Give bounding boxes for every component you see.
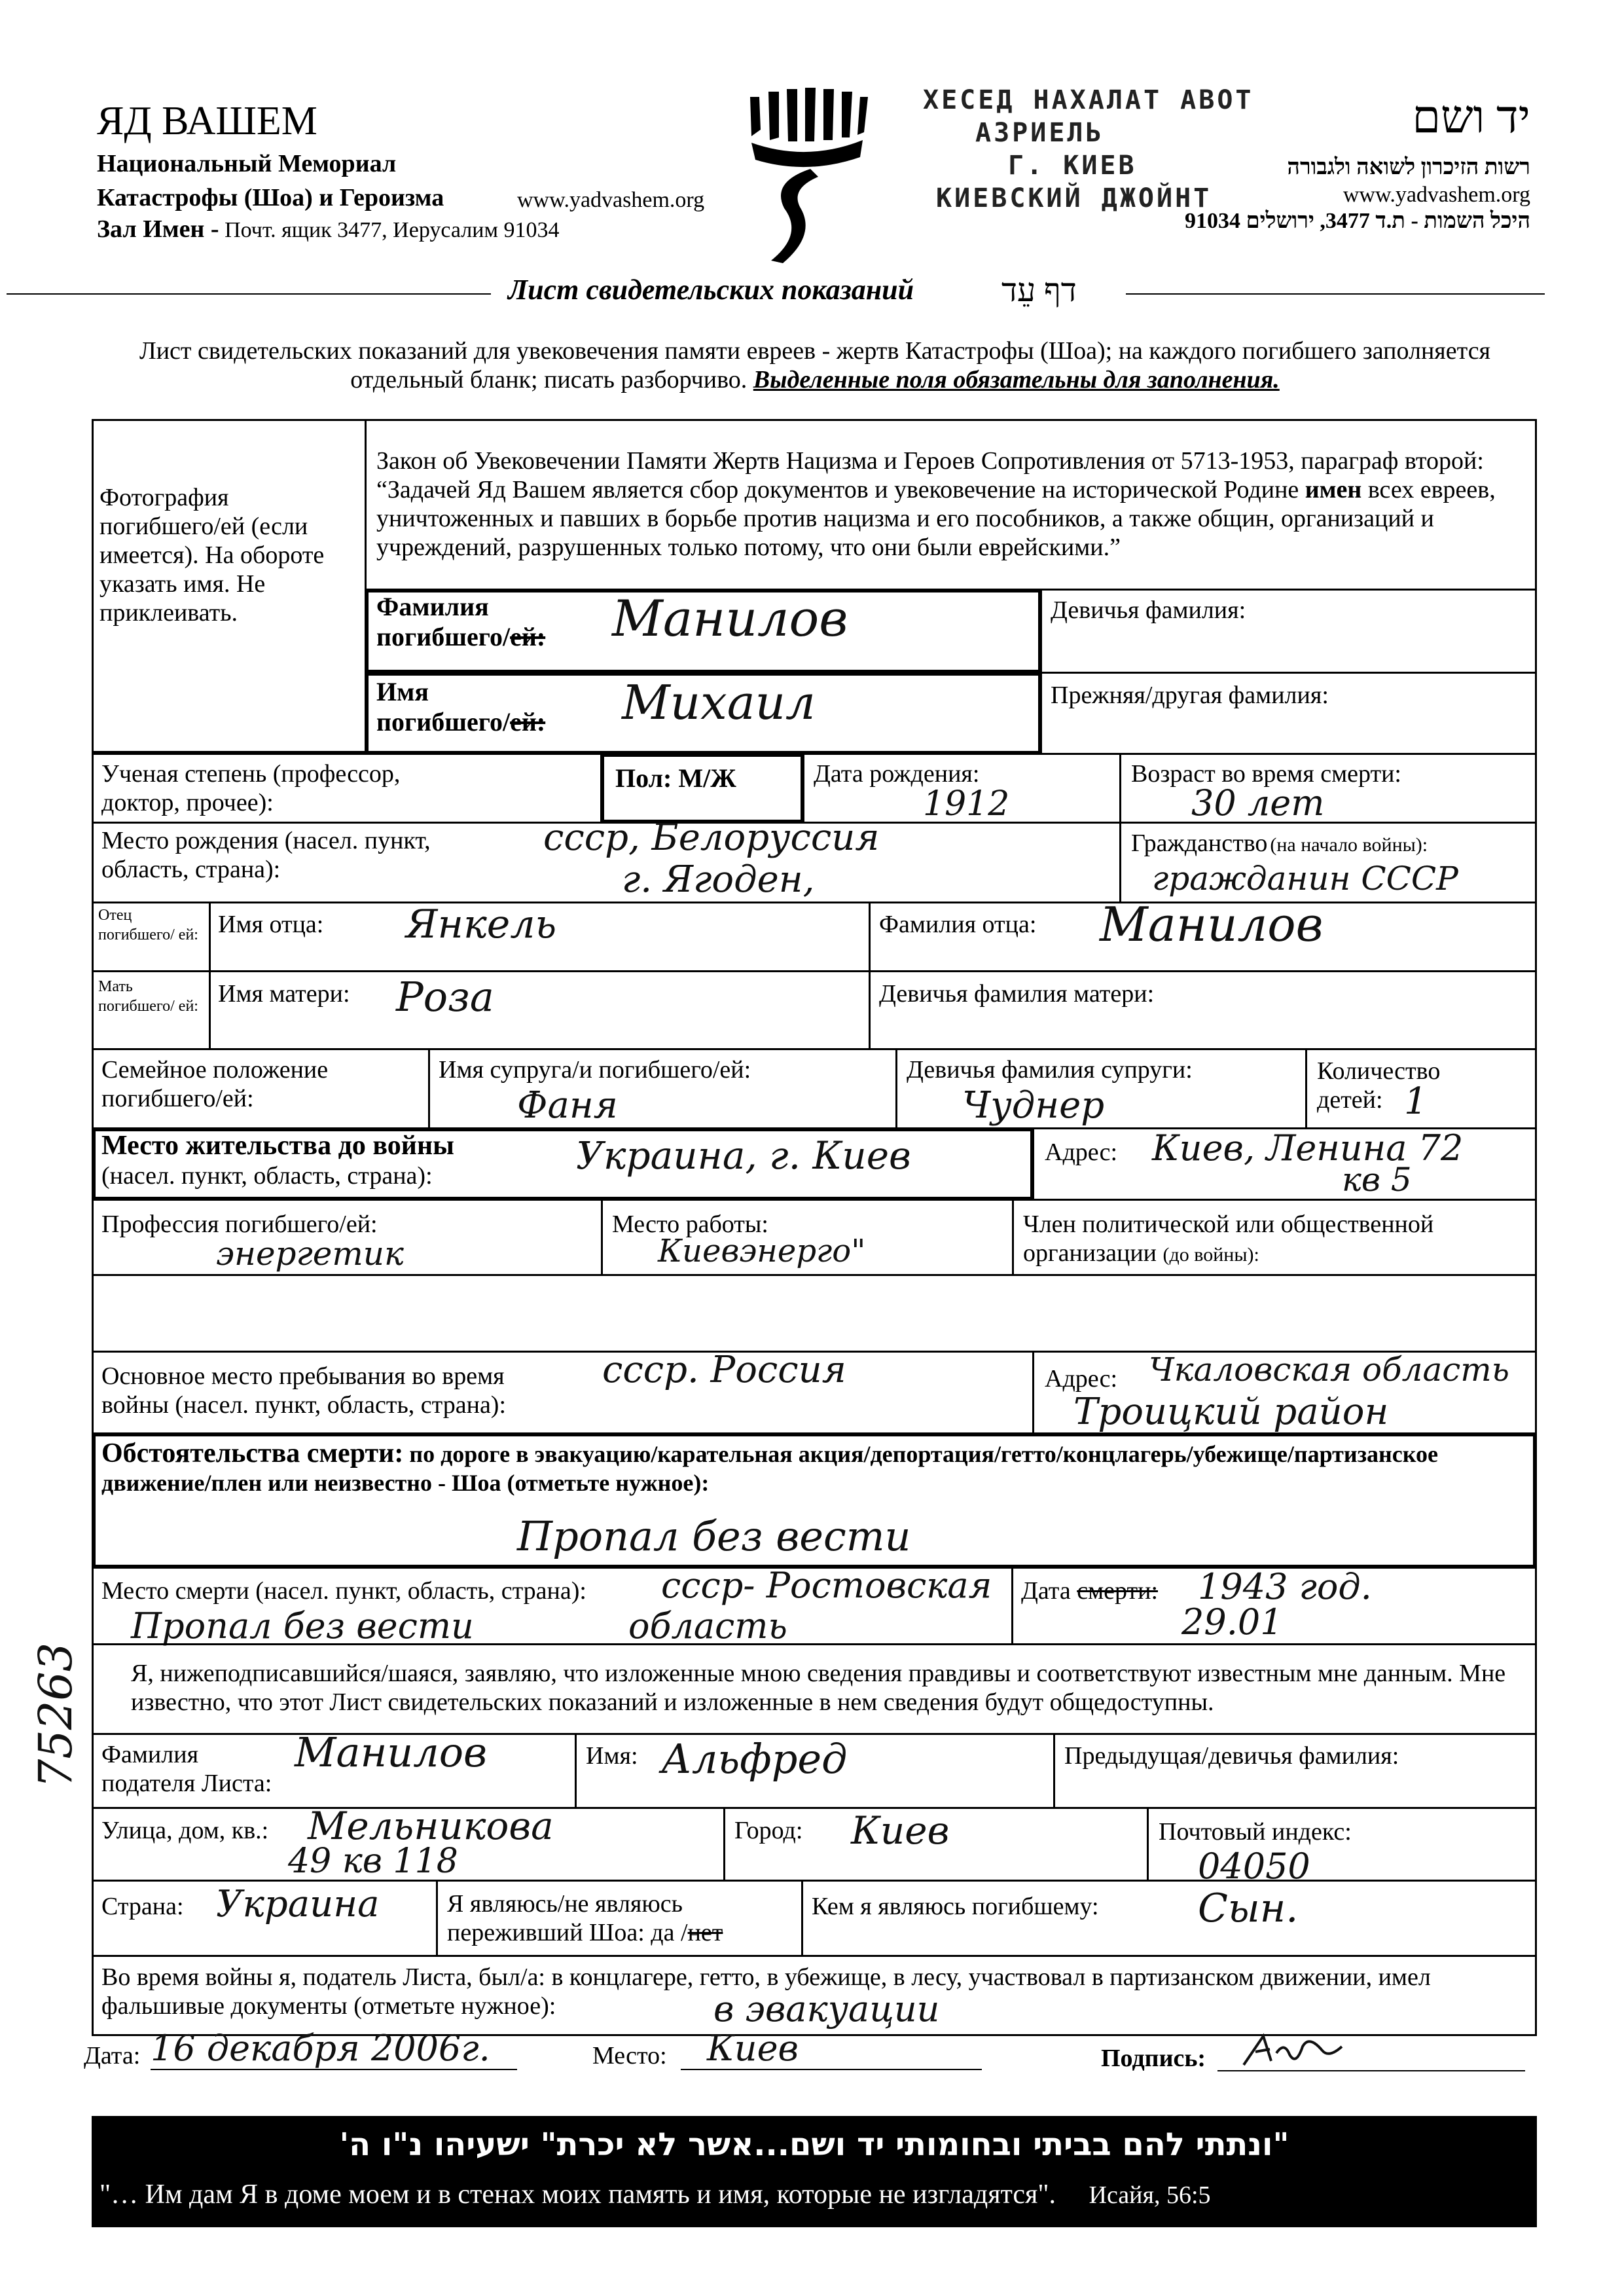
birthplace-value-1: ссср, Белоруссия [543,816,880,859]
address-value-1: Киев, Ленина 72 [1152,1127,1464,1169]
org-title: ЯД ВАШЕМ [97,99,317,143]
degree-label: Ученая степень (профессор, доктор, прочее): [101,760,401,816]
first-name-label-strike: ей: [510,707,546,737]
date-value[interactable]: 16 декабря 2006г. [151,2028,517,2070]
relation-value: Сын. [1198,1886,1299,1931]
residence-label-bold: Место жительства до войны [101,1131,454,1161]
marital-status-label: Семейное положение погибшего/ей: [101,1056,329,1112]
mother-name-value: Роза [396,973,494,1021]
mother-side-label: Мать погибшего/ ей: [98,978,198,1015]
street-value-2: 49 кв 118 [288,1842,458,1881]
residence-value: Украина, г. Киев [576,1133,911,1178]
first-name-value: Михаил [622,675,816,730]
footer-hebrew-quote: "ונתתי להם בביתי ובחומותי יד ושם...אשר לא יכרת" ישעיהו נ"ו ה' [339,2126,1289,2163]
wartime-place-label: Основное место пребывания во время войны (насел. пункт, область, страна): [101,1362,507,1419]
wartime-address-label: Адрес: [1045,1365,1118,1393]
age-value: 30 лет [1191,782,1325,824]
profession-label: Профессия погибшего/ей: [101,1211,378,1238]
other-surname-label: Прежняя/другая фамилия: [1051,682,1329,709]
citizenship-label [1131,829,1428,858]
citizenship-value: гражданин СССР [1152,860,1458,898]
sex-label: Пол: М/Ж [615,763,736,793]
death-date-label-strike: смерти: [1077,1577,1159,1605]
city-label: Город: [734,1817,803,1844]
death-circumstances-value: Пропал без вести [517,1512,911,1560]
children-count-value: 1 [1404,1080,1428,1123]
street-label: Улица, дом, кв.: [101,1817,269,1844]
org-subtitle-2: Катастрофы (Шоа) и Героизма [97,184,444,211]
country-value: Украина [216,1883,380,1925]
side-number: 75263 [29,1642,82,1789]
father-side-label: Отец погибшего/ ей: [98,907,198,943]
birthdate-value: 1912 [923,784,1010,824]
father-surname-label: Фамилия отца: [879,911,1037,938]
wartime-address-value-2: Троицкий район [1073,1391,1389,1433]
law-text-bold: имен [1305,476,1362,503]
law-text [376,446,1522,562]
survivor-label [447,1889,794,1947]
hall-line [97,216,559,244]
place-label: Место: [592,2042,667,2069]
intro-emphasis: Выделенные поля обязательны для заполнения. [753,366,1280,393]
intro-text: Лист свидетельских показаний для увековечения памяти евреев - жертв Катастрофы (Шоа); на каждого погибшего заполняется отдельный бланк; писать разборчиво. [139,337,1491,393]
form-title: Лист свидетельских показаний [508,274,914,306]
hebrew-title: יד ושם [1412,92,1530,143]
address-value-2: кв 5 [1342,1161,1412,1199]
stamp-line-3: Г. КИЕВ [1008,151,1137,181]
blank-row[interactable] [92,1274,1537,1353]
surname-label-line1: Фамилия [376,592,489,621]
death-circumstances-bold: Обстоятельства смерти: [101,1438,404,1468]
workplace-value: Киевэнерго" [658,1233,866,1269]
father-name-label: Имя отца: [218,911,324,938]
footer-banner [92,2116,1537,2227]
birthplace-label: Место рождения (насел. пункт, область, страна): [101,827,431,883]
age-label: Возраст во время смерти: [1131,760,1401,788]
stamp-line-2: АЗРИЕЛЬ [975,118,1104,148]
street-value-1: Мельникова [308,1804,554,1848]
title-rule-left [7,293,491,295]
wartime-place-value: ссср. Россия [602,1349,846,1391]
title-rule-right [1126,293,1545,295]
surname-label-line2: погибшего/ [376,622,511,651]
relation-label: Кем я являюсь погибшему: [812,1893,1099,1920]
law-text-pre: Закон об Увековечении Памяти Жертв Нацизма и Героев Сопротивления от 5713-1953, параграф второй: “Задачей Яд Вашем является сбор документов и увековечение на исторической Родине [376,447,1484,503]
spouse-name-value: Фаня [517,1084,618,1127]
submitter-wartime-label: Во время войны я, податель Листа, был/а: в концлагере, гетто, в убежище, в лесу, участвовал в партизанском движении, имел фальшивые документы (отметьте нужное): [101,1963,1431,2020]
birthdate-label: Дата рождения: [814,760,980,788]
member-note: (до войны): [1162,1244,1259,1266]
member-label-text: Член политической или общественной организации [1023,1211,1434,1267]
zip-code-label: Почтовый индекс: [1159,1818,1352,1846]
submitter-prev-name-label: Предыдущая/девичья фамилия: [1064,1742,1399,1770]
hall-address: Почт. ящик 3477, Иерусалим 91034 [225,218,560,242]
org-website: www.yadvashem.org [517,188,705,212]
death-circumstances-label [101,1439,1522,1497]
submitter-surname-value: Манилов [295,1728,488,1776]
surname-label [376,592,545,652]
law-text-post: всех евреев, уничтоженных и павших в борьбе против нацизма и его пособников, а также общин, организаций и учреждений, разрушенных только потому, что они были еврейскими.” [376,476,1496,561]
surname-value: Манилов [612,589,848,647]
footer-reference: Исайя, 56:5 [1089,2181,1211,2209]
date-label: Дата: [84,2042,141,2069]
hebrew-website: www.yadvashem.org [1343,183,1530,207]
maiden-name-label: Девичья фамилия: [1051,596,1246,624]
workplace-label: Место работы: [612,1211,768,1238]
survivor-strike: нет [687,1919,723,1946]
citizenship-label-text: Гражданство [1131,829,1268,857]
survivor-answer: да / [651,1919,688,1946]
spouse-maiden-label: Девичья фамилия супруги: [907,1056,1193,1084]
death-place-label: Место смерти (насел. пункт, область, страна): [101,1577,586,1605]
death-date-label-text: Дата [1021,1577,1071,1605]
signature-mark [1237,2027,1368,2070]
member-label [1023,1210,1527,1269]
first-name-label [376,677,545,737]
stamp [923,84,1263,215]
city-value: Киев [851,1808,950,1853]
submitter-name-label: Имя: [586,1742,638,1770]
declaration-text: Я, нижеподписавшийся/шаяся, заявляю, что изложенные мною сведения правдивы и соответствуют известным мне данным. Мне известно, что этот Лист свидетельских показаний и изложенные в нем сведения будут общедоступны. [131,1660,1506,1716]
photo-note: Фотография погибшего/ей (если имеется). На обороте указать имя. Не приклеивать. [99,484,325,627]
spouse-maiden-value: Чуднер [962,1084,1105,1127]
profession-value: энергетик [216,1235,404,1273]
footer-russian-quote: "… Им дам Я в доме моем и в стенах моих память и имя, которые не изгладятся". [99,2179,1056,2210]
mother-maiden-label: Девичья фамилия матери: [879,980,1155,1008]
submitter-surname-label: Фамилия подателя Листа: [101,1741,272,1797]
mother-name-label: Имя матери: [218,980,350,1008]
children-label-line2: детей: [1317,1086,1383,1114]
address-label: Адрес: [1045,1139,1118,1166]
yad-vashem-logo [745,84,869,267]
father-surname-value: Манилов [1100,897,1324,952]
signature-label: Подпись: [1101,2045,1206,2072]
residence-label-note: (насел. пункт, область, страна): [101,1162,433,1190]
hebrew-address: היכל השמות - ת.ד 3477, ירושלים 91034 [1184,209,1530,233]
surname-label-strike: ей: [510,622,546,651]
death-date-label [1021,1576,1158,1605]
zip-code-value: 04050 [1198,1846,1310,1887]
birthplace-value-2: г. Ягоден, [622,858,815,901]
death-place-value-3: область [628,1605,787,1647]
first-name-label-line2: погибшего/ [376,707,511,737]
death-circumstances-options: по дороге в эвакуацию/карательная акция/депортация/гетто/концлагерь/убежище/партизанское движение/плен или неизвестно - Шоа (отметьте нужное): [101,1441,1439,1496]
survivor-label-text: Я являюсь/не являюсь переживший Шоа: [447,1890,683,1946]
residence-label [101,1130,454,1190]
form-title-hebrew: דף עֵד [1001,272,1077,308]
citizenship-note: (на начало войны): [1270,834,1428,856]
death-place-value-1: ссср- Ростовская [661,1565,992,1606]
org-subtitle-1: Национальный Мемориал [97,150,397,177]
intro-paragraph [131,337,1499,394]
stamp-line-1: ХЕСЕД НАХАЛАТ АВОТ [923,85,1254,115]
father-name-value: Янкель [406,902,557,947]
death-date-value-2: 29.01 [1181,1601,1283,1643]
spouse-name-label: Имя супруга/и погибшего/ей: [439,1056,751,1084]
death-date-value-1: 1943 год. [1198,1566,1372,1607]
children-label-line1: Количество [1317,1057,1441,1085]
signature-field[interactable] [1217,2027,1525,2071]
hall-label: Зал Имен - [97,215,219,243]
stamp-line-4: КИЕВСКИЙ ДЖОЙНТ [936,183,1212,213]
hebrew-subtitle: רשות הזיכרון לשואה ולגבורה [1287,155,1530,179]
death-place-value-2: Пропал без вести [131,1605,474,1647]
first-name-label-line1: Имя [376,677,429,706]
wartime-address-value-1: Чкаловская область [1149,1351,1509,1389]
submitter-wartime-value: в эвакуации [713,1988,940,2030]
place-value[interactable]: Киев [681,2028,982,2070]
country-label: Страна: [101,1893,184,1920]
submitter-name-value: Альфред [661,1735,848,1783]
footer-russian-line [99,2178,1529,2212]
